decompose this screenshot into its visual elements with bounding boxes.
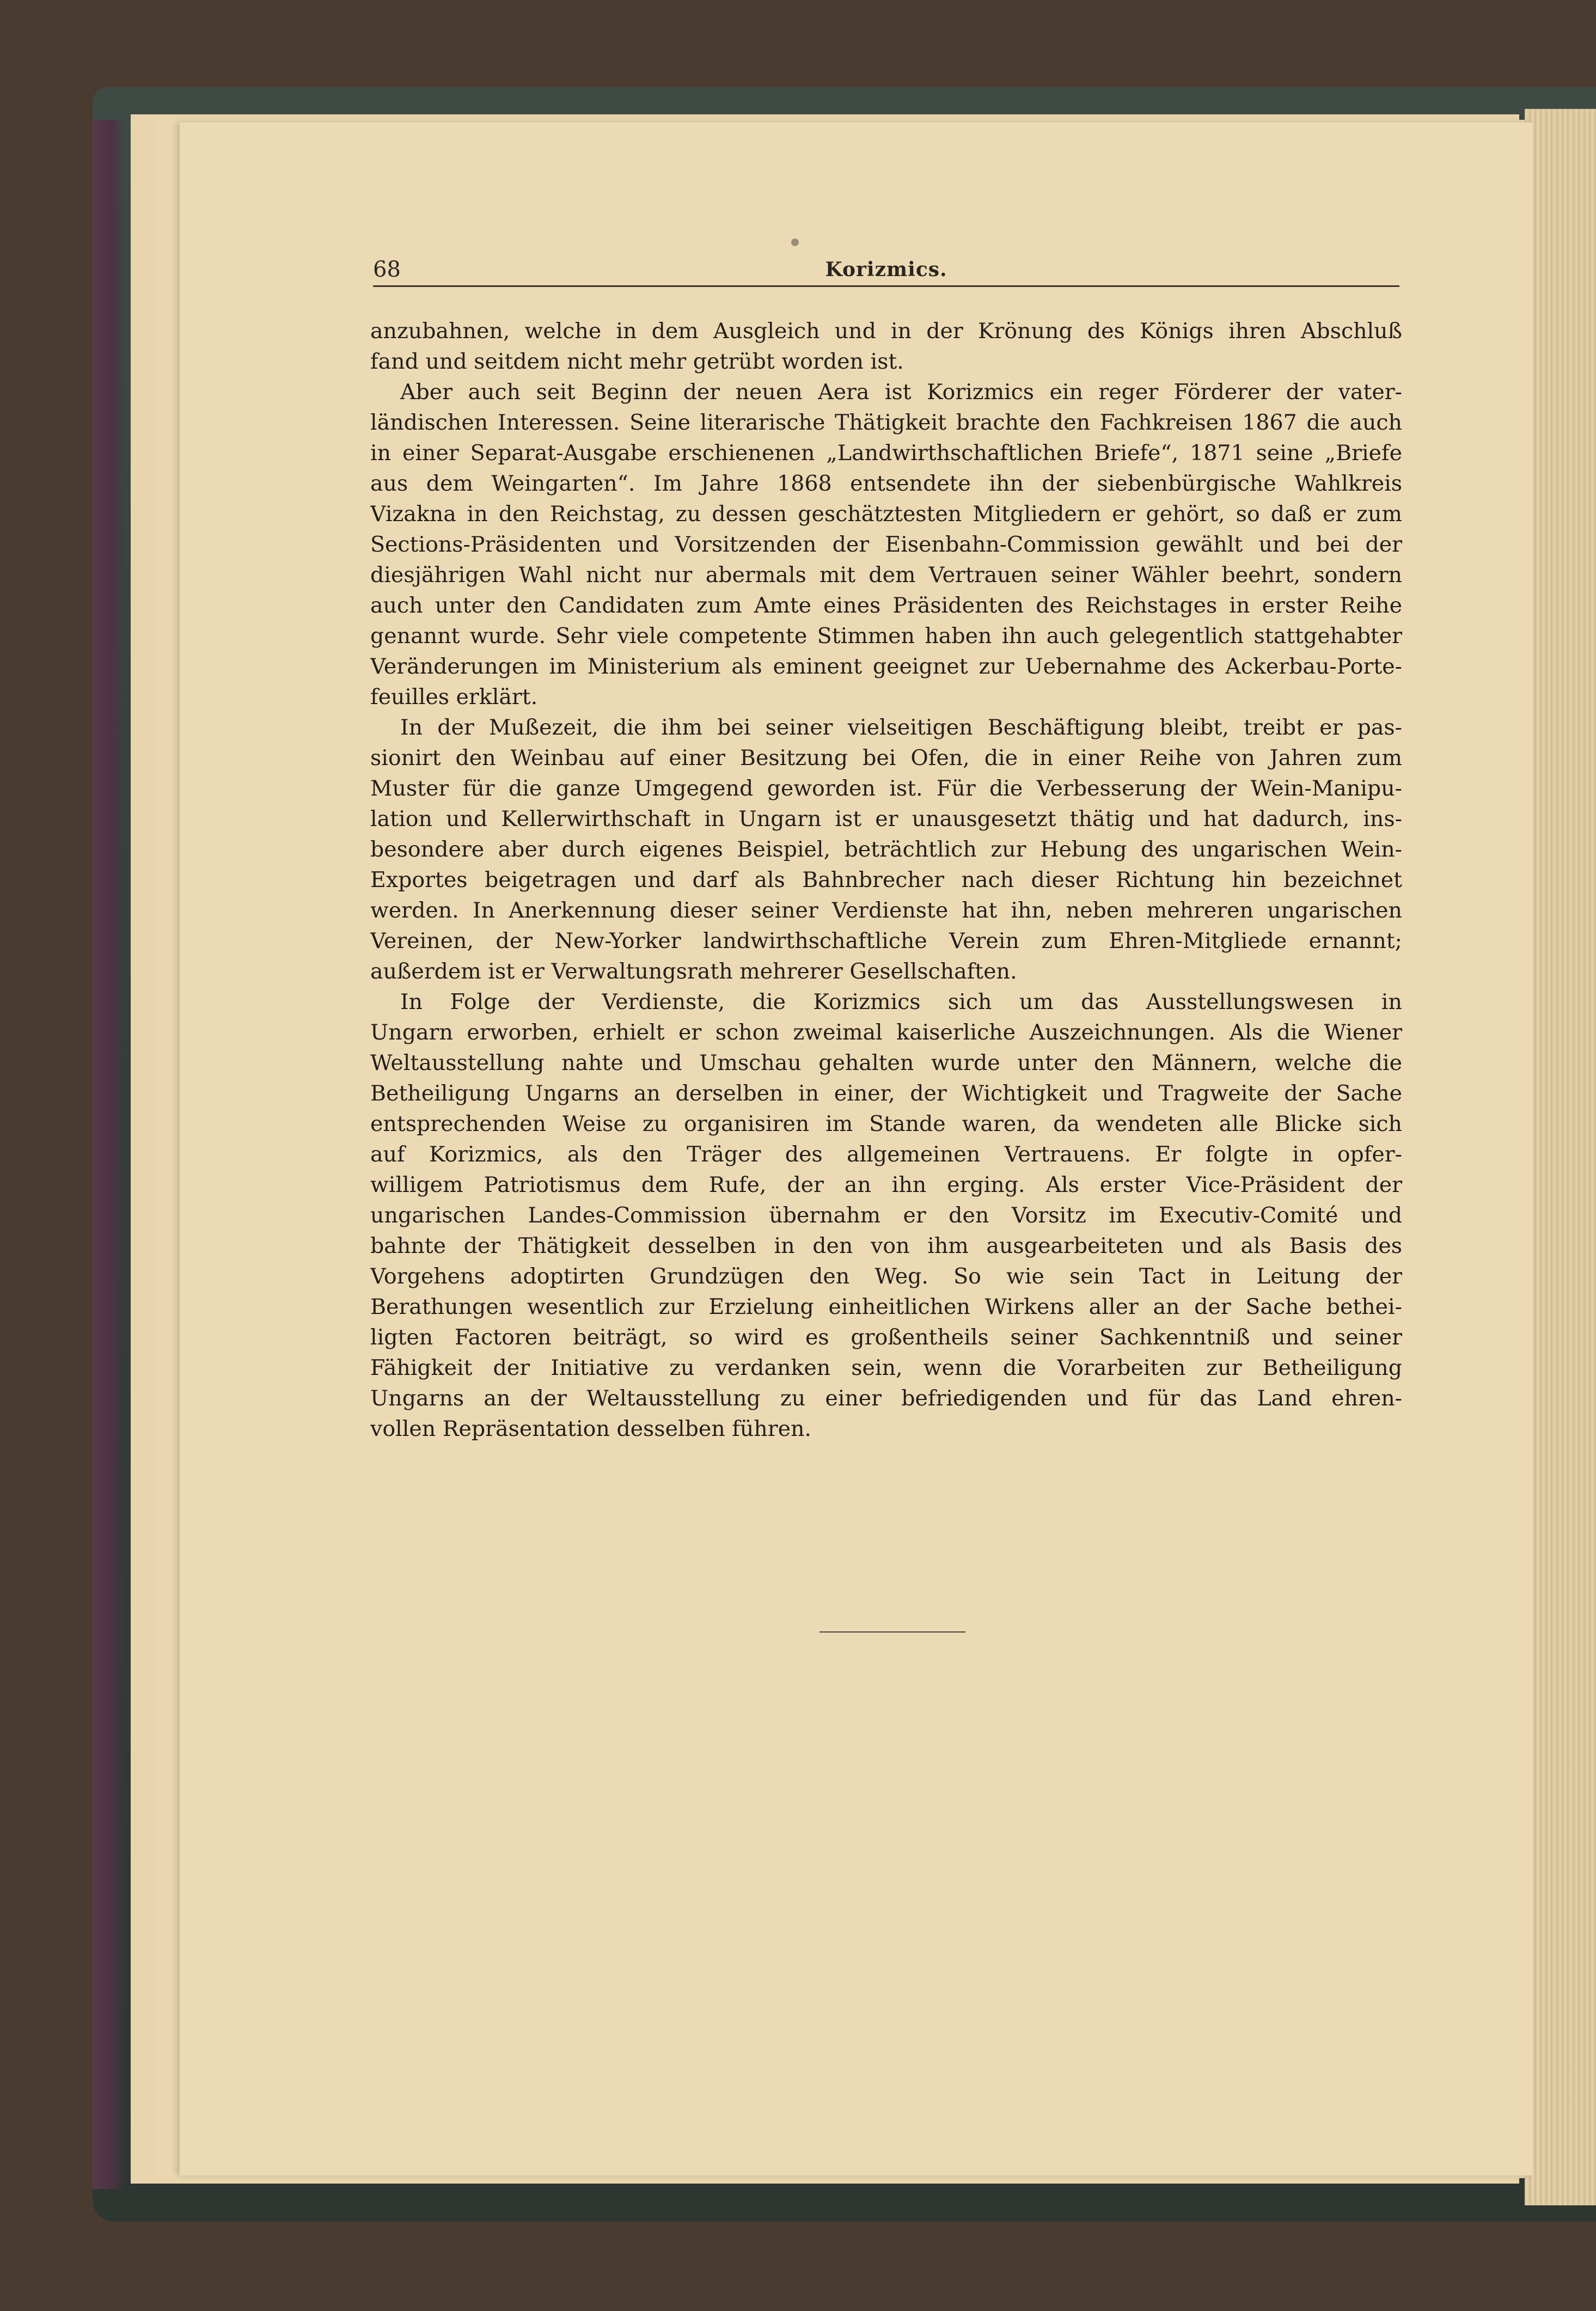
running-title: Korizmics. bbox=[825, 258, 947, 281]
text-line: sionirt den Weinbau auf einer Besitzung bei Ofen, die in einer Reihe von Jahren zum bbox=[370, 745, 1402, 771]
text-line: Muster für die ganze Umgegend geworden ist. Für die Verbesserung der Wein-Manipu- bbox=[370, 776, 1402, 801]
text-line: feuilles erklärt. bbox=[370, 684, 538, 710]
text-line: Veränderungen im Ministerium als eminent geeignet zur Uebernahme des Ackerbau-Porte- bbox=[370, 654, 1402, 679]
text-line: ligten Factoren beiträgt, so wird es großentheils seiner Sachkenntniß und seiner bbox=[370, 1325, 1402, 1350]
text-line: in einer Separat-Ausgabe erschienenen „Landwirthschaftlichen Briefe“, 1871 seine „Briefe bbox=[370, 441, 1402, 466]
text-line: ungarischen Landes-Commission übernahm er den Vorsitz im Executiv-Comité und bbox=[370, 1203, 1402, 1228]
text-line: lation und Kellerwirthschaft in Ungarn ist er unausgesetzt thätig und hat dadurch, ins- bbox=[370, 806, 1402, 832]
text-line: Fähigkeit der Initiative zu verdanken sein, wenn die Vorarbeiten zur Betheiligung bbox=[370, 1355, 1402, 1380]
text-line: aus dem Weingarten“. Im Jahre 1868 entsendete ihn der siebenbürgische Wahlkreis bbox=[370, 471, 1402, 496]
text-line: Vizakna in den Reichstag, zu dessen geschätztesten Mitgliedern er gehört, so daß er zum bbox=[370, 502, 1402, 527]
text-line: genannt wurde. Sehr viele competente Stimmen haben ihn auch gelegentlich stattgehabter bbox=[370, 623, 1402, 649]
text-line: diesjährigen Wahl nicht nur abermals mit dem Vertrauen seiner Wähler beehrt, sondern bbox=[370, 563, 1402, 588]
text-line: fand und seitdem nicht mehr getrübt worden ist. bbox=[370, 349, 904, 374]
text-line: Ungarns an der Weltausstellung zu einer befriedigenden und für das Land ehren- bbox=[370, 1386, 1402, 1411]
text-line: bahnte der Thätigkeit desselben in den von ihm ausgearbeiteten und als Basis des bbox=[370, 1233, 1402, 1258]
book-spine bbox=[93, 120, 125, 2189]
text-line: Weltausstellung nahte und Umschau gehalten wurde unter den Männern, welche die bbox=[370, 1050, 1402, 1075]
text-line: auch unter den Candidaten zum Amte eines Präsidenten des Reichstages in erster Reihe bbox=[370, 593, 1402, 618]
text-line: besondere aber durch eigenes Beispiel, beträchtlich zur Hebung des ungarischen Wein- bbox=[370, 837, 1402, 862]
text-line: Berathungen wesentlich zur Erzielung einheitlichen Wirkens aller an der Sache bethei- bbox=[370, 1294, 1402, 1319]
paper-mark bbox=[791, 239, 799, 246]
text-line: Vorgehens adoptirten Grundzügen den Weg. So wie sein Tact in Leitung der bbox=[370, 1264, 1402, 1289]
text-line: außerdem ist er Verwaltungsrath mehrerer Gesellschaften. bbox=[370, 959, 1017, 984]
text-line: ländischen Interessen. Seine literarische Thätigkeit brachte den Fachkreisen 1867 die auch bbox=[370, 410, 1402, 435]
text-line: In der Mußezeit, die ihm bei seiner vielseitigen Beschäftigung bleibt, treibt er pas- bbox=[400, 715, 1402, 740]
text-line: Exportes beigetragen und darf als Bahnbrecher nach dieser Richtung hin bezeichnet bbox=[370, 867, 1402, 892]
text-line: auf Korizmics, als den Träger des allgemeinen Vertrauens. Er folgte in opfer- bbox=[370, 1142, 1402, 1167]
text-line: Vereinen, der New-Yorker landwirthschaftliche Verein zum Ehren-Mitgliede ernannt; bbox=[370, 928, 1402, 953]
text-line: werden. In Anerkennung dieser seiner Verdienste hat ihn, neben mehreren ungarischen bbox=[370, 898, 1402, 923]
text-line: Ungarn erworben, erhielt er schon zweimal kaiserliche Auszeichnungen. Als die Wiener bbox=[370, 1020, 1402, 1045]
text-line: anzubahnen, welche in dem Ausgleich und in der Krönung des Königs ihren Abschluß bbox=[370, 319, 1402, 344]
text-line: entsprechenden Weise zu organisiren im Stande waren, da wendeten alle Blicke sich bbox=[370, 1111, 1402, 1136]
text-line: willigem Patriotismus dem Rufe, der an ihn erging. Als erster Vice-Präsident der bbox=[370, 1172, 1402, 1197]
page-edges bbox=[1525, 109, 1596, 2205]
text-line: Sections-Präsidenten und Vorsitzenden der Eisenbahn-Commission gewählt und bei der bbox=[370, 532, 1402, 557]
text-line: Betheiligung Ungarns an derselben in einer, der Wichtigkeit und Tragweite der Sache bbox=[370, 1081, 1402, 1106]
header-rule bbox=[373, 285, 1399, 287]
text-line: In Folge der Verdienste, die Korizmics sich um das Ausstellungswesen in bbox=[400, 989, 1402, 1014]
text-line: vollen Repräsentation desselben führen. bbox=[370, 1416, 811, 1441]
end-rule bbox=[820, 1631, 965, 1633]
body-text bbox=[370, 316, 1402, 1444]
text-line: Aber auch seit Beginn der neuen Aera ist Korizmics ein reger Förderer der vater- bbox=[400, 380, 1402, 405]
page-number: 68 bbox=[373, 257, 401, 282]
